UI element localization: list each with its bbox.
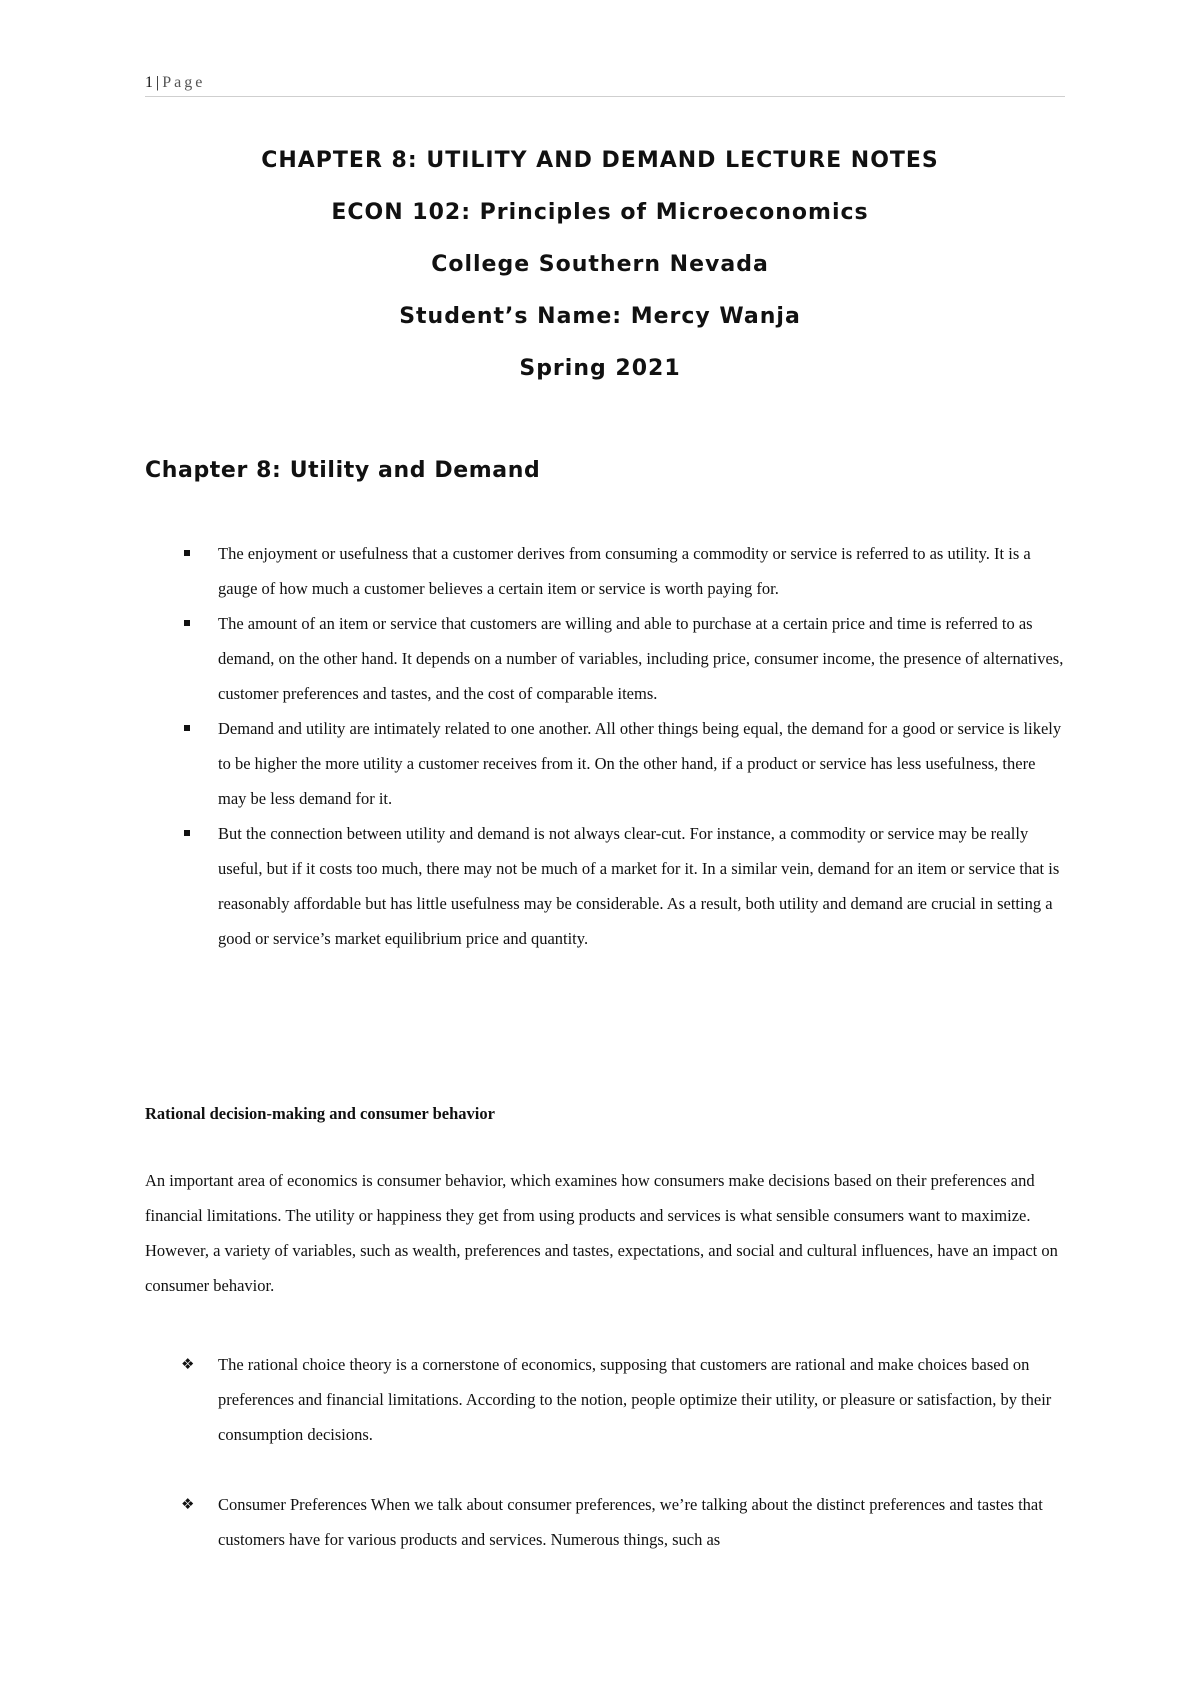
square-bullet-icon — [184, 550, 190, 556]
square-bullet-icon — [184, 620, 190, 626]
utility-demand-bullets — [145, 536, 1065, 956]
title-block — [0, 146, 1200, 406]
bullet-item — [145, 711, 1065, 816]
bullet-item — [145, 816, 1065, 956]
college-name: College Southern Nevada — [431, 252, 769, 277]
bullet-item — [145, 536, 1065, 606]
page-header — [145, 74, 1065, 97]
diamond-bullet-item — [145, 1347, 1065, 1452]
subsection-heading: Rational decision-making and consumer behavior — [145, 1104, 495, 1123]
course-name: ECON 102: Principles of Microeconomics — [331, 200, 869, 225]
diamond-bullet-text: The rational choice theory is a cornerstone of economics, supposing that customers are rational and make choices based on preferences and financial limitations. According to the notion, people optimize their utility, or pleasure or satisfaction, by their consumption decisions. — [218, 1355, 1052, 1444]
bullet-text: The enjoyment or usefulness that a customer derives from consuming a commodity or service is referred to as utility. It is a gauge of how much a customer believes a certain item or service is worth paying for. — [218, 544, 1031, 598]
student-name: Student’s Name: Mercy Wanja — [399, 304, 801, 329]
bullet-text: Demand and utility are intimately related to one another. All other things being equal, the demand for a good or service is likely to be higher the more utility a customer receives from it. On the other hand, if a product or service has less usefulness, there may be less demand for it. — [218, 719, 1062, 808]
page-label: Page — [162, 74, 206, 91]
consumer-behavior-paragraph: An important area of economics is consumer behavior, which examines how consumers make decisions based on their preferences and financial limitations. The utility or happiness they get from using products and services is what sensible consumers want to maximize. However, a variety of variables, such as wealth, preferences and tastes, expectations, and social and cultural influences, have an impact on consumer behavior. — [145, 1171, 1058, 1295]
bullet-text: But the connection between utility and demand is not always clear-cut. For instance, a commodity or service may be really useful, but if it costs too much, there may not be much of a market for it. In a similar vein, demand for an item or service that is reasonably affordable but has little usefulness may be considerable. As a result, both utility and demand are crucial in setting a good or service’s market equilibrium price and quantity. — [218, 824, 1060, 948]
diamond-bullet-item — [145, 1487, 1065, 1557]
page-separator: | — [156, 74, 160, 91]
term: Spring 2021 — [519, 356, 681, 381]
bullet-item — [145, 606, 1065, 711]
page-number: 1 — [145, 74, 153, 91]
square-bullet-icon — [184, 725, 190, 731]
document-title: CHAPTER 8: UTILITY AND DEMAND LECTURE NOTES — [261, 148, 939, 173]
bullet-text: The amount of an item or service that customers are willing and able to purchase at a certain price and time is referred to as demand, on the other hand. It depends on a number of variables, including price, consumer income, the presence of alternatives, customer preferences and tastes, and the cost of comparable items. — [218, 614, 1064, 703]
diamond-bullet-icon: ❖ — [181, 1495, 195, 1513]
rational-choice-bullets — [145, 1347, 1065, 1592]
section-heading: Chapter 8: Utility and Demand — [145, 458, 541, 483]
diamond-bullet-icon: ❖ — [181, 1355, 195, 1373]
diamond-bullet-text: Consumer Preferences When we talk about consumer preferences, we’re talking about the distinct preferences and tastes that customers have for various products and services. Numerous things, such as — [218, 1495, 1043, 1549]
square-bullet-icon — [184, 830, 190, 836]
